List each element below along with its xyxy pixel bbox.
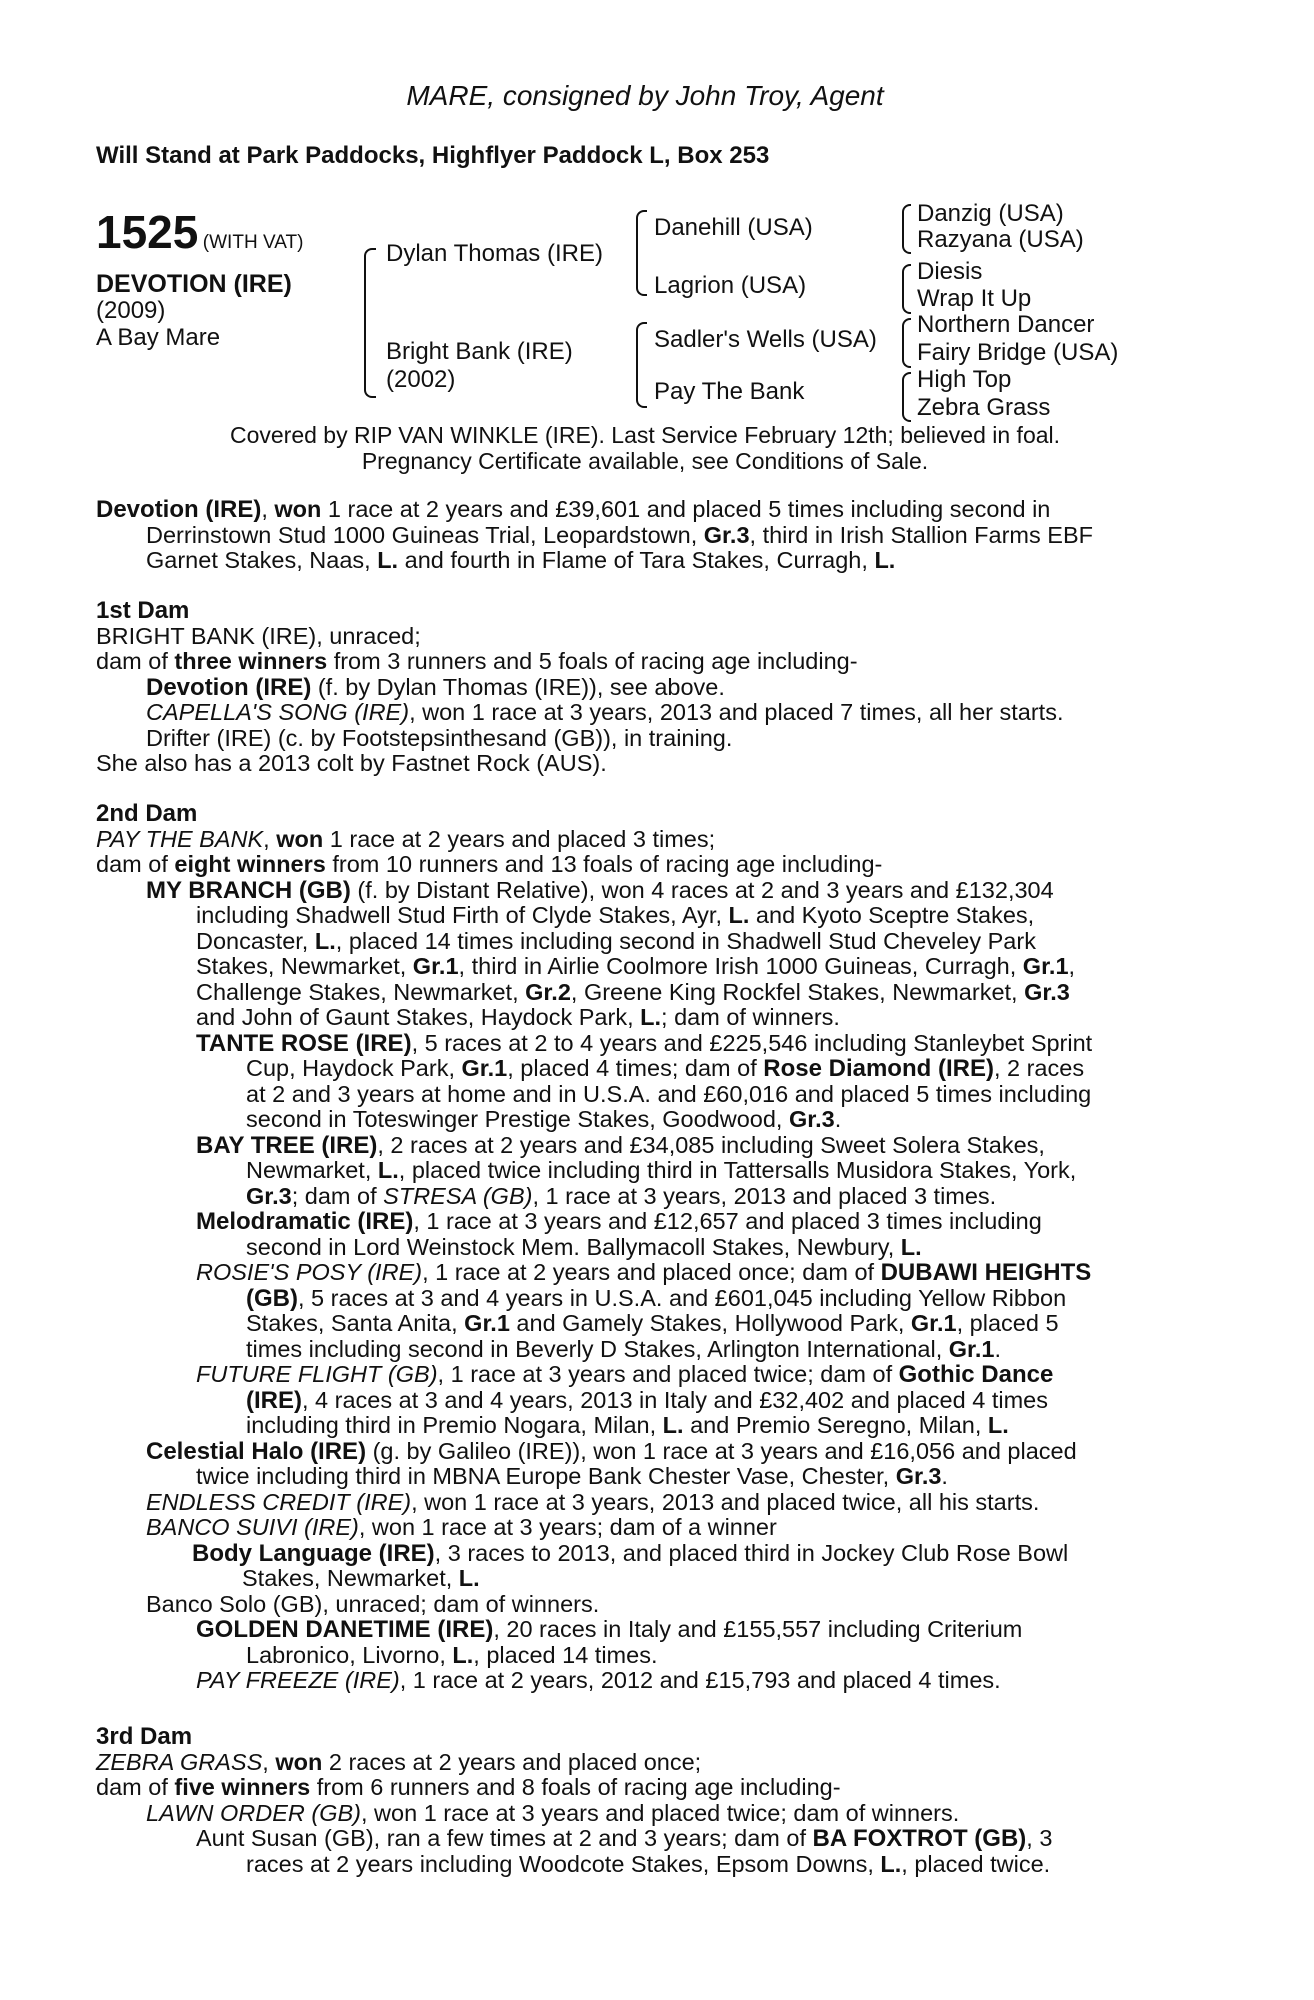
third-dam-heading: 3rd Dam	[96, 1723, 193, 1750]
pedigree-dsd: Fairy Bridge (USA)	[917, 339, 1119, 366]
horse-year: (2009)	[96, 297, 166, 324]
pedigree-sds: Diesis	[917, 258, 983, 285]
lot-number-block	[96, 205, 303, 259]
pedigree-brace	[902, 318, 911, 368]
second-dam-heading: 2nd Dam	[96, 800, 198, 827]
pedigree-sire-dam: Lagrion (USA)	[654, 272, 807, 299]
covered-by-line: Covered by RIP VAN WINKLE (IRE). Last Service February 12th; believed in foal.	[229, 422, 1061, 448]
pedigree-brace	[902, 204, 911, 254]
pedigree-ddd: Zebra Grass	[917, 394, 1051, 421]
pedigree-sss: Danzig (USA)	[917, 200, 1064, 227]
pedigree-brace	[902, 372, 911, 422]
pedigree-brace	[636, 210, 647, 296]
pedigree-dds: High Top	[917, 366, 1012, 393]
pedigree-brace	[636, 322, 647, 408]
vat-label: (WITH VAT)	[202, 232, 304, 253]
stand-location: Will Stand at Park Paddocks, Highflyer Paddock L, Box 253	[96, 142, 770, 169]
consignor-heading: MARE, consigned by John Troy, Agent	[406, 80, 884, 111]
pedigree-sire: Dylan Thomas (IRE)	[386, 240, 603, 267]
pedigree-dam-year: (2002)	[386, 366, 456, 393]
second-dam-section: 2nd Dam PAY THE BANK, won 1 race at 2 years and placed 3 times; dam of eight winners from 10 runners and 13 foals of racing age including- MY BRANCH (GB) (f. by Distant Relative), won 4 races at 2 and 3 years and £132,304 including Shadwell Stud Firth of Clyde Stakes, Ayr, L. and Kyoto Sceptre Stakes, Doncaster, L., placed 14 times including second in Shadwell Stud Cheveley Park Stakes, Newmarket, Gr.1, third in Airlie Coolmore Irish 1000 Guineas, Curragh, Gr.1, Challenge Stakes, Newmarket, Gr.2, Greene King Rockfel Stakes, Newmarket, Gr.3 and John of Gaunt Stakes, Haydock Park, L.; dam of winners. TANTE ROSE (IRE), 5 races at 2 to 4 years and £225,546 including Stanleybet Sprint Cup, Haydock Park, Gr.1, placed 4 times; dam of Rose Diamond (IRE), 2 races at 2 and 3 years at home and in U.S.A. and £60,016 and placed 5 times including second in Toteswinger Prestige Stakes, Goodwood, Gr.3. BAY TREE (IRE), 2 races at 2 years and £34,085 including Sweet Solera Stakes, Newmarket, L., placed twice including third in Tattersalls Musidora Stakes, York, Gr.3; dam of STRESA (GB), 1 race at 3 years, 2013 and placed 3 times. Melodramatic (IRE), 1 race at 3 years and £12,657 and placed 3 times including second in Lord Weinstock Mem. Ballymacoll Stakes, Newbury, L. ROSIE'S POSY (IRE), 1 race at 2 years and placed once; dam of DUBAWI HEIGHTS (GB), 5 races at 3 and 4 years in U.S.A. and £601,045 including Yellow Ribbon Stakes, Santa Anita, Gr.1 and Gamely Stakes, Hollywood Park, Gr.1, placed 5 times including second in Beverly D Stakes, Arlington International, Gr.1. FUTURE FLIGHT (GB), 1 race at 3 years and placed twice; dam of Gothic Dance (IRE), 4 races at 3 and 4 years, 2013 in Italy and £32,402 and placed 4 times including third in Premio Nogara, Milan, L. and Premio Seregno, Milan, L. Celestial Halo (IRE) (g. by Galileo (IRE)), won 1 race at 3 years and £16,056 and placed twice including third in MBNA Europe Bank Chester Vase, Chester, Gr.3. ENDLESS CREDIT (IRE), won 1 race at 3 years, 2013 and placed twice, all his starts. BANCO SUIVI (IRE), won 1 race at 3 years; dam of a winner Body Language (IRE), 3 races to 2013, and placed third in Jockey Club Rose Bowl Stakes, Newmarket, L. Banco Solo (GB), unraced; dam of winners. GOLDEN DANETIME (IRE), 20 races in Italy and £155,557 including Criterium Labronico, Livorno, L., placed 14 times. PAY FREEZE (IRE), 1 race at 2 years, 2012 and £15,793 and placed 4 times.	[96, 801, 1196, 1694]
third-dam-section: 3rd Dam ZEBRA GRASS, won 2 races at 2 years and placed once; dam of five winners from 6 runners and 8 foals of racing age including- LAWN ORDER (GB), won 1 race at 3 years and placed twice; dam of winners. Aunt Susan (GB), ran a few times at 2 and 3 years; dam of BA FOXTROT (GB), 3 races at 2 years including Woodcote Stakes, Epsom Downs, L., placed twice.	[96, 1724, 1196, 1877]
pedigree-sire-sire: Danehill (USA)	[654, 214, 813, 241]
horse-race-record: Devotion (IRE), won 1 race at 2 years and £39,601 and placed 5 times including second in Derrinstown Stud 1000 Guineas Trial, Leopardstown, Gr.3, third in Irish Stallion Farms EBF Garnet Stakes, Naas, L. and fourth in Flame of Tara Stakes, Curragh, L.	[96, 496, 1093, 573]
pedigree-dss: Northern Dancer	[917, 311, 1095, 338]
pedigree-sdd: Wrap It Up	[917, 285, 1032, 312]
pedigree-brace	[902, 264, 911, 314]
lot-number: 1525	[96, 206, 199, 258]
pedigree-dam-dam: Pay The Bank	[654, 378, 805, 405]
pedigree-ssd: Razyana (USA)	[917, 226, 1084, 253]
horse-description: A Bay Mare	[96, 324, 221, 351]
pedigree-dam: Bright Bank (IRE)	[386, 338, 573, 365]
first-dam-section: 1st Dam BRIGHT BANK (IRE), unraced; dam of three winners from 3 runners and 5 foals of racing age including- Devotion (IRE) (f. by Dylan Thomas (IRE)), see above. CAPELLA'S SONG (IRE), won 1 race at 3 years, 2013 and placed 7 times, all her starts. Drifter (IRE) (c. by Footstepsinthesand (GB)), in training. She also has a 2013 colt by Fastnet Rock (AUS).	[96, 598, 1196, 777]
first-dam-heading: 1st Dam	[96, 597, 190, 624]
pregnancy-line: Pregnancy Certificate available, see Conditions of Sale.	[361, 448, 929, 474]
pedigree-brace	[364, 248, 376, 398]
pedigree-dam-sire: Sadler's Wells (USA)	[654, 326, 877, 353]
horse-name: DEVOTION (IRE)	[96, 270, 292, 298]
